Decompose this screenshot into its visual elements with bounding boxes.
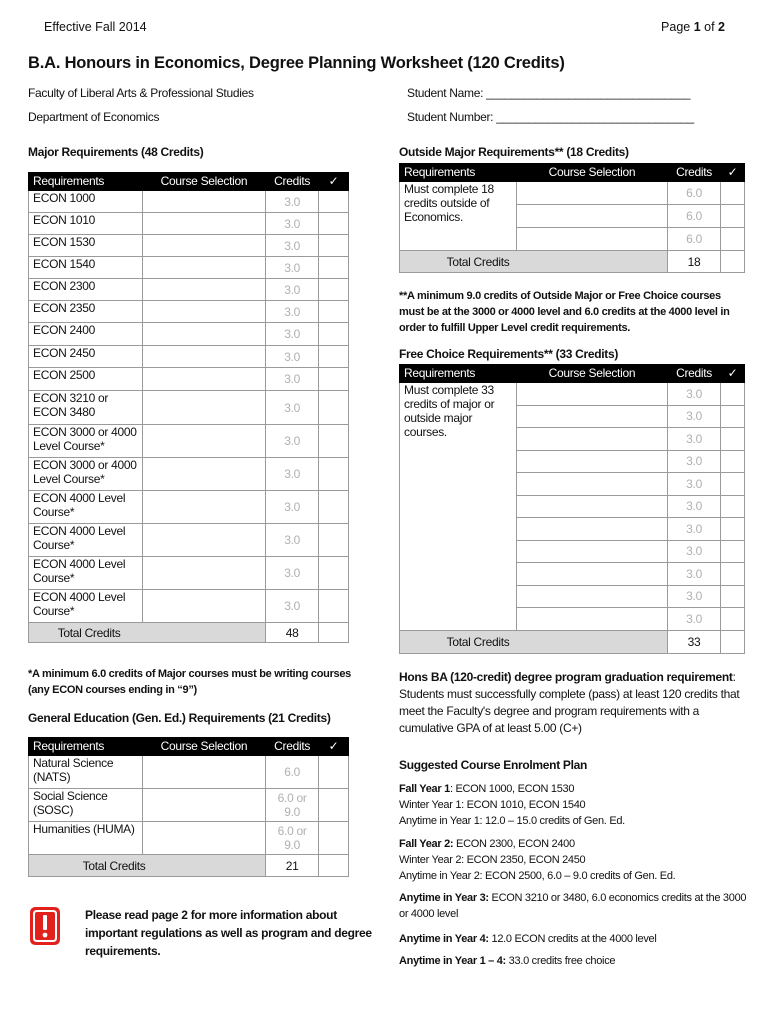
table-row bbox=[29, 756, 349, 789]
total-label: Total Credits bbox=[400, 630, 668, 653]
check-cell[interactable] bbox=[319, 756, 349, 789]
course-selection-cell[interactable] bbox=[142, 822, 265, 855]
col-requirements: Requirements bbox=[29, 173, 143, 191]
col-credits: Credits bbox=[266, 173, 319, 191]
col-credits: Credits bbox=[266, 738, 319, 756]
course-selection-cell[interactable] bbox=[142, 191, 265, 213]
credits-cell: 6.0 bbox=[266, 756, 319, 789]
free-heading: Free Choice Requirements** (33 Credits) bbox=[399, 347, 619, 361]
requirement-cell: ECON 1010 bbox=[29, 213, 143, 235]
credits-cell: 3.0 bbox=[266, 391, 319, 425]
course-selection-cell[interactable] bbox=[142, 789, 265, 822]
col-check: ✓ bbox=[319, 173, 349, 191]
student-name-field[interactable]: Student Name: ________________________________ bbox=[407, 86, 691, 100]
check-cell[interactable] bbox=[319, 789, 349, 822]
requirement-cell: Humanities (HUMA) bbox=[29, 822, 143, 855]
course-selection-cell[interactable] bbox=[516, 450, 667, 473]
gened-requirements-table bbox=[28, 737, 349, 877]
total-row bbox=[400, 251, 745, 273]
requirement-cell: Must complete 18 credits outside of Economics. bbox=[400, 182, 517, 251]
credits-cell: 3.0 bbox=[266, 323, 319, 346]
table-row bbox=[29, 257, 349, 279]
check-cell[interactable] bbox=[721, 563, 745, 586]
check-cell[interactable] bbox=[721, 251, 745, 273]
course-selection-cell[interactable] bbox=[516, 182, 667, 205]
credits-cell: 3.0 bbox=[266, 301, 319, 323]
course-selection-cell[interactable] bbox=[142, 213, 265, 235]
check-cell[interactable] bbox=[721, 540, 745, 563]
table-row bbox=[400, 383, 745, 406]
requirement-cell: ECON 3000 or 4000 Level Course* bbox=[29, 425, 143, 458]
check-cell[interactable] bbox=[319, 235, 349, 257]
outside-requirements-table bbox=[399, 163, 745, 273]
credits-cell: 3.0 bbox=[668, 428, 721, 451]
check-cell[interactable] bbox=[721, 405, 745, 428]
requirement-cell: ECON 3000 or 4000 Level Course* bbox=[29, 458, 143, 491]
check-cell[interactable] bbox=[319, 524, 349, 557]
check-cell[interactable] bbox=[721, 608, 745, 631]
requirement-cell: Social Science (SOSC) bbox=[29, 789, 143, 822]
table-row bbox=[29, 368, 349, 391]
course-selection-cell[interactable] bbox=[516, 518, 667, 541]
credits-cell: 3.0 bbox=[668, 608, 721, 631]
course-selection-cell[interactable] bbox=[142, 756, 265, 789]
credits-cell: 6.0 or 9.0 bbox=[266, 789, 319, 822]
table-row bbox=[29, 346, 349, 368]
table-row bbox=[29, 391, 349, 425]
course-selection-cell[interactable] bbox=[516, 205, 667, 228]
credits-cell: 3.0 bbox=[668, 540, 721, 563]
credits-cell: 6.0 bbox=[668, 182, 721, 205]
major-note: *A minimum 6.0 credits of Major courses must be writing courses (any ECON courses ending in “9”) bbox=[28, 668, 352, 696]
table-row bbox=[29, 323, 349, 346]
credits-cell: 3.0 bbox=[266, 191, 319, 213]
course-selection-cell[interactable] bbox=[142, 590, 265, 623]
plan-year-1: Fall Year 1: ECON 1000, ECON 1530 Winter Year 1: ECON 1010, ECON 1540 Anytime in Year 1: 12.0 – 15.0 credits of Gen. Ed. bbox=[399, 783, 625, 827]
credits-cell: 3.0 bbox=[266, 524, 319, 557]
table-row bbox=[29, 590, 349, 623]
check-cell[interactable] bbox=[721, 228, 745, 251]
check-cell[interactable] bbox=[319, 301, 349, 323]
requirement-cell: ECON 3210 or ECON 3480 bbox=[29, 391, 143, 425]
check-cell[interactable] bbox=[319, 191, 349, 213]
table-row bbox=[29, 557, 349, 590]
requirement-cell: ECON 1540 bbox=[29, 257, 143, 279]
department-name: Department of Economics bbox=[28, 110, 160, 124]
credits-cell: 6.0 or 9.0 bbox=[266, 822, 319, 855]
course-selection-cell[interactable] bbox=[142, 323, 265, 346]
check-cell[interactable] bbox=[319, 346, 349, 368]
check-cell[interactable] bbox=[319, 257, 349, 279]
check-cell[interactable] bbox=[319, 279, 349, 301]
course-selection-cell[interactable] bbox=[516, 383, 667, 406]
total-row bbox=[29, 855, 349, 877]
course-selection-cell[interactable] bbox=[142, 257, 265, 279]
course-selection-cell[interactable] bbox=[142, 279, 265, 301]
col-check: ✓ bbox=[721, 164, 745, 182]
credits-cell: 3.0 bbox=[266, 458, 319, 491]
course-selection-cell[interactable] bbox=[142, 235, 265, 257]
gened-heading: General Education (Gen. Ed.) Requirements (21 Credits) bbox=[28, 711, 331, 725]
credits-cell: 3.0 bbox=[266, 491, 319, 524]
check-cell[interactable] bbox=[319, 391, 349, 425]
course-selection-cell[interactable] bbox=[142, 458, 265, 491]
course-selection-cell[interactable] bbox=[516, 428, 667, 451]
total-credits: 48 bbox=[266, 623, 319, 643]
requirement-cell: ECON 2300 bbox=[29, 279, 143, 301]
page-title: B.A. Honours in Economics, Degree Planning Worksheet (120 Credits) bbox=[28, 54, 565, 72]
course-selection-cell[interactable] bbox=[142, 301, 265, 323]
credits-cell: 3.0 bbox=[668, 495, 721, 518]
check-cell[interactable] bbox=[721, 630, 745, 653]
warning-text: Please read page 2 for more information about important regulations as well as program and degree requirements. bbox=[85, 908, 372, 958]
col-course-selection: Course Selection bbox=[516, 365, 667, 383]
credits-cell: 6.0 bbox=[668, 205, 721, 228]
check-cell[interactable] bbox=[319, 368, 349, 391]
requirement-cell: ECON 1530 bbox=[29, 235, 143, 257]
credits-cell: 3.0 bbox=[266, 590, 319, 623]
check-cell[interactable] bbox=[721, 428, 745, 451]
check-cell[interactable] bbox=[721, 518, 745, 541]
credits-cell: 3.0 bbox=[668, 563, 721, 586]
table-row bbox=[29, 213, 349, 235]
credits-cell: 3.0 bbox=[668, 383, 721, 406]
total-label: Total Credits bbox=[400, 251, 668, 273]
requirement-cell: ECON 2450 bbox=[29, 346, 143, 368]
requirement-cell: ECON 4000 Level Course* bbox=[29, 557, 143, 590]
table-row bbox=[400, 182, 745, 205]
total-label: Total Credits bbox=[29, 623, 266, 643]
check-cell[interactable] bbox=[319, 213, 349, 235]
requirement-cell: ECON 4000 Level Course* bbox=[29, 590, 143, 623]
table-row bbox=[29, 191, 349, 213]
col-course-selection: Course Selection bbox=[142, 173, 265, 191]
col-course-selection: Course Selection bbox=[516, 164, 667, 182]
table-row bbox=[29, 301, 349, 323]
credits-cell: 3.0 bbox=[266, 425, 319, 458]
graduation-text: Students must successfully complete (pass) at least 120 credits that meet the Faculty's degree and program requirements with a cumulative GPA of at least 5.00 (C+) bbox=[399, 687, 740, 735]
graduation-heading: Hons BA (120-credit) degree program graduation requirement bbox=[399, 670, 733, 684]
course-selection-cell[interactable] bbox=[516, 495, 667, 518]
course-selection-cell[interactable] bbox=[142, 425, 265, 458]
table-row bbox=[29, 524, 349, 557]
col-requirements: Requirements bbox=[400, 365, 517, 383]
course-selection-cell[interactable] bbox=[516, 585, 667, 608]
warning-icon bbox=[28, 905, 62, 947]
credits-cell: 3.0 bbox=[266, 213, 319, 235]
plan-year-2: Fall Year 2: ECON 2300, ECON 2400 Winter Year 2: ECON 2350, ECON 2450 Anytime in Year 2: ECON 2500, 6.0 – 9.0 credits of Gen. Ed. bbox=[399, 838, 676, 882]
col-course-selection: Course Selection bbox=[142, 738, 265, 756]
col-requirements: Requirements bbox=[400, 164, 517, 182]
table-row bbox=[29, 458, 349, 491]
total-row bbox=[29, 623, 349, 643]
requirement-cell: ECON 2350 bbox=[29, 301, 143, 323]
credits-cell: 3.0 bbox=[266, 346, 319, 368]
total-credits: 18 bbox=[668, 251, 721, 273]
course-selection-cell[interactable] bbox=[516, 608, 667, 631]
check-cell[interactable] bbox=[319, 623, 349, 643]
course-selection-cell[interactable] bbox=[142, 557, 265, 590]
check-cell[interactable] bbox=[721, 182, 745, 205]
credits-cell: 3.0 bbox=[668, 473, 721, 496]
table-row bbox=[29, 425, 349, 458]
check-cell[interactable] bbox=[721, 585, 745, 608]
col-check: ✓ bbox=[319, 738, 349, 756]
check-cell[interactable] bbox=[721, 205, 745, 228]
total-credits: 33 bbox=[668, 630, 721, 653]
credits-cell: 3.0 bbox=[266, 368, 319, 391]
course-selection-cell[interactable] bbox=[516, 473, 667, 496]
free-requirements-table bbox=[399, 364, 745, 654]
col-requirements: Requirements bbox=[29, 738, 143, 756]
check-cell[interactable] bbox=[721, 383, 745, 406]
total-label: Total Credits bbox=[29, 855, 266, 877]
outside-heading: Outside Major Requirements** (18 Credits) bbox=[399, 145, 629, 159]
table-row bbox=[29, 279, 349, 301]
effective-date: Effective Fall 2014 bbox=[44, 20, 147, 34]
credits-cell: 6.0 bbox=[668, 228, 721, 251]
requirement-cell: ECON 2400 bbox=[29, 323, 143, 346]
plan-year-1-4: Anytime in Year 1 – 4: 33.0 credits free choice bbox=[399, 955, 616, 967]
requirement-cell: ECON 1000 bbox=[29, 191, 143, 213]
check-cell[interactable] bbox=[721, 473, 745, 496]
credits-cell: 3.0 bbox=[266, 257, 319, 279]
graduation-requirement: Hons BA (120-credit) degree program graduation requirement: Students must successfully complete (pass) at least 120 credits that meet the Faculty's degree and program requirements with a cumulative GPA of at least 5.00 (C+) bbox=[399, 670, 740, 735]
table-row bbox=[29, 789, 349, 822]
table-row bbox=[29, 822, 349, 855]
requirement-cell: Must complete 33 credits of major or outside major courses. bbox=[400, 383, 517, 631]
page-number: Page 1 of 2 bbox=[661, 20, 725, 34]
course-selection-cell[interactable] bbox=[142, 491, 265, 524]
credits-cell: 3.0 bbox=[266, 235, 319, 257]
col-check: ✓ bbox=[721, 365, 745, 383]
faculty-name: Faculty of Liberal Arts & Professional Studies bbox=[28, 86, 254, 100]
requirement-cell: ECON 4000 Level Course* bbox=[29, 491, 143, 524]
total-credits: 21 bbox=[266, 855, 319, 877]
major-heading: Major Requirements (48 Credits) bbox=[28, 145, 204, 159]
course-selection-cell[interactable] bbox=[142, 524, 265, 557]
course-selection-cell[interactable] bbox=[142, 391, 265, 425]
check-cell[interactable] bbox=[319, 855, 349, 877]
plan-year-3: Anytime in Year 3: ECON 3210 or 3480, 6.0 economics credits at the 3000 or 4000 level bbox=[399, 892, 747, 920]
course-selection-cell[interactable] bbox=[516, 405, 667, 428]
requirement-cell: ECON 4000 Level Course* bbox=[29, 524, 143, 557]
check-cell[interactable] bbox=[319, 557, 349, 590]
col-credits: Credits bbox=[668, 164, 721, 182]
check-cell[interactable] bbox=[319, 323, 349, 346]
check-cell[interactable] bbox=[721, 450, 745, 473]
check-cell[interactable] bbox=[319, 491, 349, 524]
student-number-field[interactable]: Student Number: _______________________________ bbox=[407, 110, 694, 124]
course-selection-cell[interactable] bbox=[516, 540, 667, 563]
check-cell[interactable] bbox=[319, 590, 349, 623]
table-row bbox=[29, 235, 349, 257]
outside-note: **A minimum 9.0 credits of Outside Major or Free Choice courses must be at the 3000 or 4000 level and 6.0 credits at the 4000 level in order to fulfill Upper Level credit requirements. bbox=[399, 290, 730, 334]
check-cell[interactable] bbox=[319, 822, 349, 855]
course-selection-cell[interactable] bbox=[516, 563, 667, 586]
major-requirements-table bbox=[28, 172, 349, 643]
credits-cell: 3.0 bbox=[668, 405, 721, 428]
total-row bbox=[400, 630, 745, 653]
course-selection-cell[interactable] bbox=[142, 346, 265, 368]
requirement-cell: ECON 2500 bbox=[29, 368, 143, 391]
credits-cell: 3.0 bbox=[668, 518, 721, 541]
check-cell[interactable] bbox=[319, 458, 349, 491]
credits-cell: 3.0 bbox=[266, 279, 319, 301]
credits-cell: 3.0 bbox=[668, 585, 721, 608]
credits-cell: 3.0 bbox=[668, 450, 721, 473]
requirement-cell: Natural Science (NATS) bbox=[29, 756, 143, 789]
table-row bbox=[29, 491, 349, 524]
col-credits: Credits bbox=[668, 365, 721, 383]
plan-year-4: Anytime in Year 4: 12.0 ECON credits at the 4000 level bbox=[399, 933, 657, 945]
plan-heading: Suggested Course Enrolment Plan bbox=[399, 758, 588, 772]
check-cell[interactable] bbox=[319, 425, 349, 458]
course-selection-cell[interactable] bbox=[142, 368, 265, 391]
check-cell[interactable] bbox=[721, 495, 745, 518]
course-selection-cell[interactable] bbox=[516, 228, 667, 251]
credits-cell: 3.0 bbox=[266, 557, 319, 590]
